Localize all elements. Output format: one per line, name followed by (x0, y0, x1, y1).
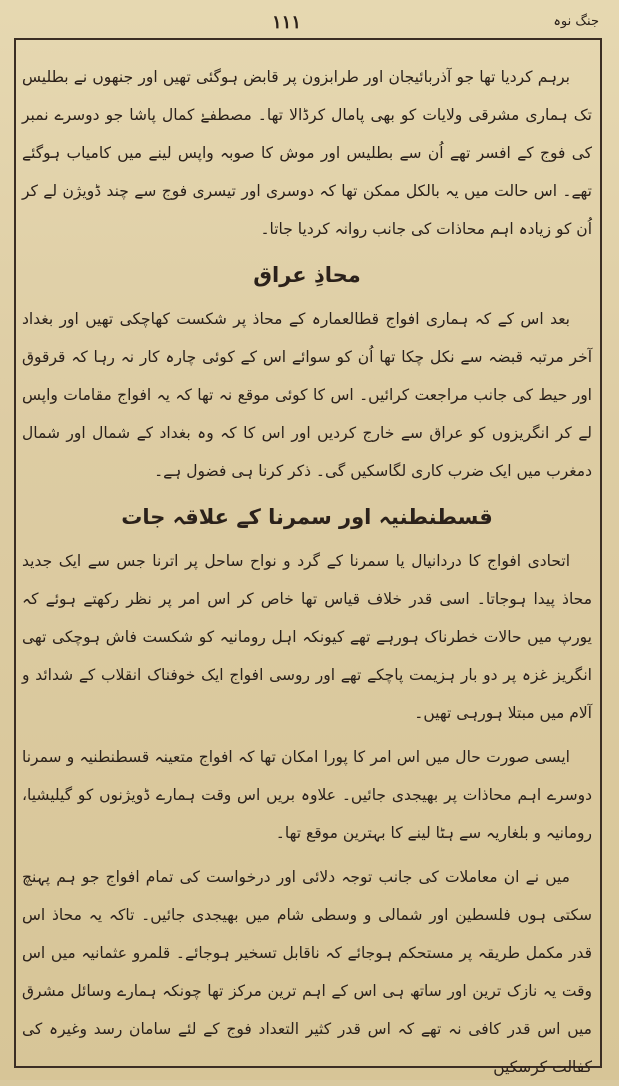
running-head (0, 10, 619, 36)
page-text (22, 58, 592, 1076)
paragraph-request: میں نے ان معاملات کی جانب توجہ دلائی اور درخواست کی تمام افواج جو ہم پہنچ سکتی ہوں فلسطین اور شمالی و وسطی شام میں بھیجدی جائیں۔ تاکہ یہ محاذ اس قدر مکمل طریقہ پر مستحکم ہوجائے کہ ناقابل تسخیر ہوجائے۔ قلمرو عثمانیہ میں اس وقت یہ نازک ترین اور ساتھ ہی اس کے اہم ترین مرکز تھا چونکہ ہمارے وسائل مشرق میں اس قدر کافی نہ تھے کہ اس قدر کثیر التعداد فوج کے لئے سامان رسد وغیرہ کی کفالت کرسکیں (22, 868, 592, 1076)
paragraph-situation: ایسی صورت حال میں اس امر کا پورا امکان تھا کہ افواج متعینہ قسطنطنیہ و سمرنا دوسرے اہم محاذات پر بھیجدی جائیں۔ علاوہ بریں اس وقت ہمارے ڈویژنوں کو گیلیشیا، رومانیہ و بلغاریہ سے ہٹا لینے کا بہترین موقع تھا۔ (22, 748, 592, 842)
heading-constantinople-smyrna: قسطنطنیہ اور سمرنا کے علاقہ جات (121, 505, 493, 529)
paragraph-iraq: بعد اس کے کہ ہماری افواج قطالعمارہ کے محاذ پر شکست کھاچکی تھیں اور بغداد آخر مرتبہ قبضہ سے نکل چکا تھا اُن کو سوائے اس کے کوئی چارہ کار نہ رہا کہ قرقوق اور حیط کی جانب مراجعت کرائیں۔ اس کا کوئی موقع نہ تھا کہ یہ افواج مقامات واپس لے کر انگریزوں کو عراق سے خارج کردیں اور اس کا کہ وہ بغداد کے شمال اور شمال دمغرب میں ایک ضرب کاری لگاسکیں گی۔ ذکر کرنا ہی فضول ہے۔ (22, 310, 592, 480)
paragraph-allied-landing: اتحادی افواج کا دردانیال یا سمرنا کے گرد و نواح ساحل پر اترنا جس سے ایک جدید محاذ پیدا ہوجاتا۔ اسی قدر خلاف قیاس تھا خاص کر اس امر پر نظر رکھتے ہوئے کہ یورپ میں حالات خطرناک ہورہے تھے کیونکہ اہل رومانیہ کو شکست فاش ہوچکی تھی انگریز غزہ پر دو بار ہزیمت پاچکے تھے اور روسی افواج ایک خوفناک انقلاب کے شدائد و آلام میں مبتلا ہورہی تھیں۔ (22, 552, 592, 722)
paragraph-intro: برہم کردیا تھا جو آذربائیجان اور طرابزون پر قابض ہوگئی تھیں اور جنھوں نے بطلیس تک ہماری مشرقی ولایات کو بھی پامال کرڈالا تھا۔ مصطفےٰ کمال پاشا جو دوسرے نمبر کی فوج کے افسر تھے اُن سے بطلیس اور موش کا صوبہ واپس لینے میں کامیاب ہوگئے تھے۔ اس حالت میں یہ بالکل ممکن تھا کہ دوسری اور تیسری فوج سے چند ڈویژن لے کر اُن کو زیادہ اہم محاذات کی جانب روانہ کردیا جاتا۔ (22, 68, 592, 238)
heading-iraq-front: محاذِ عراق (253, 263, 361, 287)
running-title: جنگ نوہ (553, 14, 599, 29)
page-number: ۱۱۱ (272, 12, 302, 33)
